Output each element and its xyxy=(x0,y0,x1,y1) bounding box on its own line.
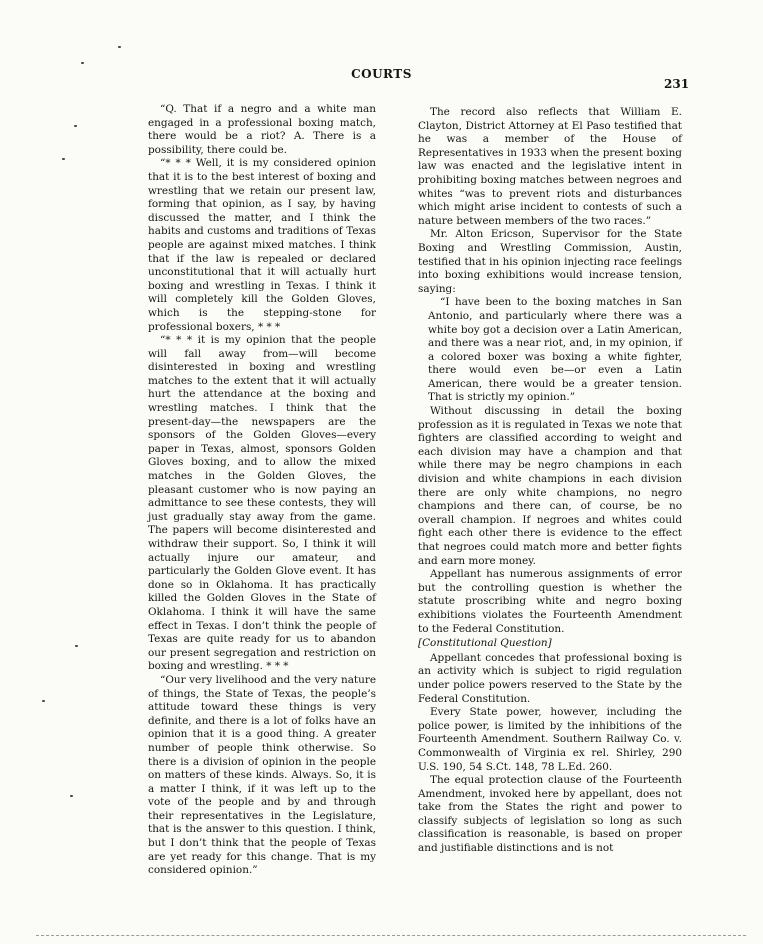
section-heading: [Constitutional Question] xyxy=(418,637,552,650)
scan-speck xyxy=(42,700,45,702)
right-paragraph: Mr. Alton Ericson, Supervisor for the State Boxing and Wrestling Commission, Austin, testified that in his opinion injecting race feelings into boxing exhibitions would increase tension, saying: xyxy=(418,228,682,295)
scan-speck xyxy=(118,46,121,48)
scan-speck xyxy=(75,645,78,647)
right-paragraph: The equal protection clause of the Fourteenth Amendment, invoked here by appellant, does not take from the States the right and power to classify subjects of legislation so long as such classification is reasonable, is based on proper and justifiable distinctions and is not xyxy=(418,774,682,855)
page-bottom-edge xyxy=(36,935,746,936)
right-paragraph: Without discussing in detail the boxing profession as it is regulated in Texas we note that fighters are classified according to weight and each division may have a champion and that while there may be negro champions in each division and white champions in each division there are only white champions, no negro champions and there can, of course, be no overall champion. If negroes and whites could fight each other there is evidence to the effect that negroes could match more and better fights and earn more money. xyxy=(418,405,682,567)
right-paragraph: Appellant concedes that professional boxing is an activity which is subject to rigid regulation under police powers reserved to the State by the Federal Constitution. xyxy=(418,651,682,705)
left-paragraph: “Our very livelihood and the very nature of things, the State of Texas, the people’s attitude toward these things is very definite, and there is a lot of folks have an opinion that it is a good thing. A greater number of people think otherwise. So there is a division of opinion in the people on matters of these kinds. Always. So, it is a matter I think, if it was left up to the vote of the people and by and through their representatives in the Legislature, that is the answer to this question. I think, but I don’t think that the people of Texas are yet ready for this change. That is my considered opinion.” xyxy=(148,673,376,877)
right-paragraph: The record also reflects that William E. Clayton, District Attorney at El Paso testified that he was a member of the House of Representatives in 1933 when the present boxing law was enacted and the legislative intent in prohibiting boxing matches between negroes and whites “was to prevent riots and disturbances which might arise incident to contests of such a nature between members of the two races.” xyxy=(418,106,682,227)
right-paragraph: Appellant has numerous assignments of error but the controlling question is whether the statute proscribing white and negro boxing exhibitions violates the Fourteenth Amendment to the Federal Constitution. xyxy=(418,568,682,635)
left-paragraph: “* * * it is my opinion that the people will fall away from—will become disinterested in boxing and wrestling matches to the extent that it will actually hurt the attendance at the boxing and wrestling matches. I think that the present-day—the newspapers are the sponsors of the Golden Gloves—every paper in Texas, almost, sponsors Golden Gloves boxing, and to allow the mixed matches in the Golden Gloves, the pleasant customer who is now paying an admittance to see these contests, they will just gradually stay away from the game. The papers will become disinterested and withdraw their support. So, I think it will actually injure our amateur, and particularly the Golden Glove event. It has done so in Oklahoma. It has practically killed the Golden Gloves in the State of Oklahoma. I think it will have the same effect in Texas. I don’t think the people of Texas are quite ready for us to abandon our present segregation and restriction on boxing and wrestling. * * * xyxy=(148,334,376,673)
left-column xyxy=(148,103,376,878)
scan-speck xyxy=(81,62,84,64)
header-title: COURTS xyxy=(351,67,412,81)
scan-speck xyxy=(70,795,73,797)
right-paragraph: Every State power, however, including the police power, is limited by the inhibitions of the Fourteenth Amendment. Southern Railway Co. v. Commonwealth of Virginia ex rel. Shirley, 290 U.S. 190, 54 S.Ct. 148, 78 L.Ed. 260. xyxy=(418,706,682,773)
scan-speck xyxy=(62,158,65,160)
page-number: 231 xyxy=(664,77,690,91)
left-paragraph: “* * * Well, it is my considered opinion that it is to the best interest of boxing and wrestling that we retain our present law, forming that opinion, as I say, by having discussed the matter, and I think the habits and customs and traditions of Texas people are against mixed matches. I think that if the law is repealed or declared unconstitutional that it will actually hurt boxing and wrestling in Texas. I think it will completely kill the Golden Gloves, which is the stepping-stone for professional boxers, * * * xyxy=(148,157,376,333)
right-column xyxy=(418,106,682,856)
scan-speck xyxy=(74,125,77,127)
left-paragraph: “Q. That if a negro and a white man engaged in a professional boxing match, there would be a riot? A. There is a possibility, there could be. xyxy=(148,103,376,156)
block-quote: “I have been to the boxing matches in San Antonio, and particularly where there was a white boy got a decision over a Latin American, and there was a near riot, and, in my opinion, if a colored boxer was boxing a white fighter, there would even be—or even a Latin American, there would be a greater tension. That is strictly my opinion.” xyxy=(428,296,682,404)
